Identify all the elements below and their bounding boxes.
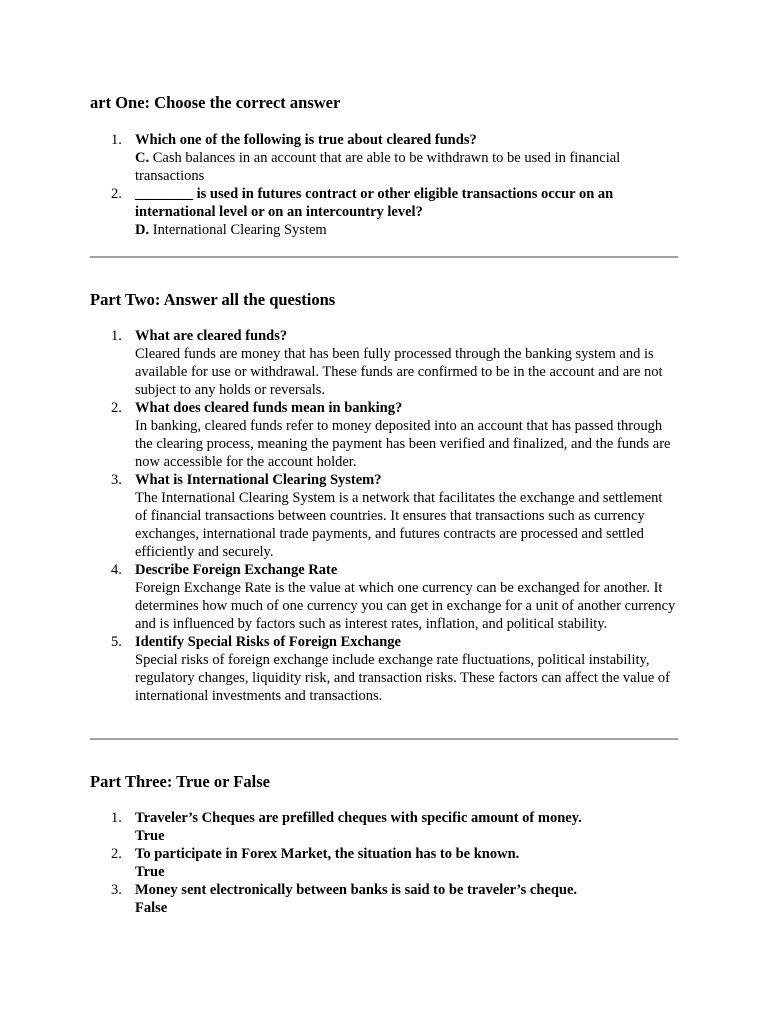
list-item [90, 185, 678, 239]
question-text: Money sent electronically between banks is said to be traveler’s cheque. [135, 882, 578, 898]
item-number: 5. [111, 634, 122, 650]
item-number: 1. [111, 810, 122, 826]
answer-body: International Clearing System [149, 222, 327, 238]
answer-text: True [135, 828, 165, 844]
part-one-title: art One: Choose the correct answer [90, 93, 341, 112]
answer-body: Cash balances in an account that are able to be withdrawn to be used in financial transactions [135, 150, 621, 184]
item-number: 3. [111, 472, 122, 488]
answer-text: In banking, cleared funds refer to money deposited into an account that has passed through the clearing process, meaning the payment has been verified and finalized, and the funds are now accessible for the account holder. [135, 418, 671, 470]
part-two-list [90, 327, 678, 705]
answer-text: False [135, 900, 168, 916]
question-text: What does cleared funds mean in banking? [135, 400, 403, 416]
answer-letter: C. [135, 150, 150, 166]
answer-text: Special risks of foreign exchange include exchange rate fluctuations, political instability, regulatory changes, liquidity risk, and transaction risks. These factors can affect the value of international investments and transactions. [135, 652, 670, 704]
list-item [90, 471, 678, 561]
answer-text: The International Clearing System is a network that facilitates the exchange and settlement of financial transactions between countries. It ensures that transactions such as currency exchanges, international trade payments, and futures contracts are processed and settled efficiently and securely. [135, 490, 663, 560]
answer-letter: D. [135, 222, 150, 238]
answer-text: Foreign Exchange Rate is the value at which one currency can be exchanged for another. It determines how much of one currency you can get in exchange for a unit of another currency and is influenced by factors such as interest rates, inflation, and political stability. [135, 580, 676, 632]
item-number: 1. [111, 132, 122, 148]
item-number: 3. [111, 882, 122, 898]
question-text: ________ is used in futures contract or other eligible transactions occur on an international level or on an intercountry level? [135, 186, 614, 220]
item-number: 4. [111, 562, 122, 578]
part-two-title: Part Two: Answer all the questions [90, 290, 336, 309]
answer-text [135, 149, 678, 185]
item-number: 2. [111, 400, 122, 416]
list-item [90, 131, 678, 185]
question-text: Describe Foreign Exchange Rate [135, 562, 338, 578]
list-item [90, 399, 678, 471]
list-item [90, 809, 678, 845]
question-text: Traveler’s Cheques are prefilled cheques with specific amount of money. [135, 810, 582, 826]
question-text: What is International Clearing System? [135, 472, 382, 488]
list-item [90, 633, 678, 705]
list-item [90, 561, 678, 633]
question-text: What are cleared funds? [135, 328, 288, 344]
list-item [90, 327, 678, 399]
section-divider [90, 738, 678, 740]
item-number: 2. [111, 186, 122, 202]
list-item [90, 845, 678, 881]
part-three-title: Part Three: True or False [90, 772, 270, 791]
list-item [90, 881, 678, 917]
part-one-list [90, 131, 678, 239]
answer-text: Cleared funds are money that has been fully processed through the banking system and is available for use or withdrawal. These funds are confirmed to be in the account and are not subject to any holds or reversals. [135, 346, 663, 398]
answer-text [135, 221, 678, 239]
section-divider [90, 256, 678, 258]
item-number: 2. [111, 846, 122, 862]
question-text: Which one of the following is true about cleared funds? [135, 132, 477, 148]
answer-text: True [135, 864, 165, 880]
part-three-list [90, 809, 678, 917]
question-text: Identify Special Risks of Foreign Exchange [135, 634, 401, 650]
item-number: 1. [111, 328, 122, 344]
question-text: To participate in Forex Market, the situation has to be known. [135, 846, 520, 862]
